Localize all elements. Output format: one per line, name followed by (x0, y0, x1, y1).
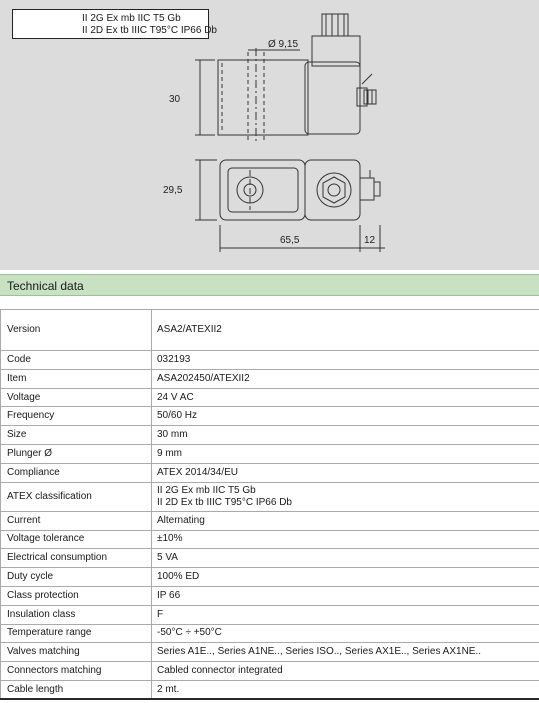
spec-value: ±10% (152, 530, 539, 549)
spec-value: IP 66 (152, 586, 539, 605)
table-row (1, 662, 539, 681)
section-title: Technical data (7, 279, 84, 293)
spec-label: Size (1, 426, 152, 445)
spec-label: Code (1, 351, 152, 370)
certification-box (12, 9, 217, 39)
dim-diameter-label: Ø 9,15 (268, 39, 299, 50)
spec-label: Version (1, 310, 152, 351)
spec-label: ATEX classification (1, 482, 152, 511)
spec-value: 24 V AC (152, 388, 539, 407)
table-row (1, 445, 539, 464)
spec-value: ATEX 2014/34/EU (152, 463, 539, 482)
spec-value: Alternating (152, 511, 539, 530)
spec-value (152, 482, 539, 511)
table-row (1, 549, 539, 568)
spec-value: ASA202450/ATEXII2 (152, 369, 539, 388)
table-row (1, 351, 539, 370)
spec-value: Cabled connector integrated (152, 662, 539, 681)
table-row (1, 407, 539, 426)
table-row (1, 605, 539, 624)
spec-value-line-2: II 2D Ex tb IIIC T95°C IP66 Db (157, 496, 292, 508)
cert-line-2: II 2D Ex tb IIIC T95°C IP66 Db (82, 25, 217, 36)
spec-label: Class protection (1, 586, 152, 605)
spec-value: ASA2/ATEXII2 (152, 310, 539, 351)
table-row (1, 681, 539, 700)
spec-value: Series A1E.., Series A1NE.., Series ISO.., Series AX1E.., Series AX1NE.. (152, 643, 539, 662)
spec-label: Compliance (1, 463, 152, 482)
table-row (1, 310, 539, 351)
table-row (1, 624, 539, 643)
table-row (1, 568, 539, 587)
table-row (1, 426, 539, 445)
spec-label: Voltage tolerance (1, 530, 152, 549)
spec-label: Connectors matching (1, 662, 152, 681)
spec-value-line-1: II 2G Ex mb IIC T5 Gb (157, 484, 256, 496)
dim-length-label: 65,5 (280, 235, 300, 246)
spec-value: F (152, 605, 539, 624)
table-row (1, 369, 539, 388)
spec-value: -50°C ÷ +50°C (152, 624, 539, 643)
table-row (1, 511, 539, 530)
dim-height-top-label: 30 (169, 94, 181, 105)
dim-connector-label: 12 (364, 235, 376, 246)
spec-label: Voltage (1, 388, 152, 407)
spec-value: 032193 (152, 351, 539, 370)
spec-value: 5 VA (152, 549, 539, 568)
spec-value: 100% ED (152, 568, 539, 587)
spec-value: 50/60 Hz (152, 407, 539, 426)
table-row (1, 530, 539, 549)
table-row (1, 388, 539, 407)
spec-label: Plunger Ø (1, 445, 152, 464)
table-row (1, 586, 539, 605)
table-row (1, 463, 539, 482)
top-view (195, 14, 376, 144)
table-row (1, 643, 539, 662)
spec-label: Insulation class (1, 605, 152, 624)
spec-label: Item (1, 369, 152, 388)
technical-data-header (0, 274, 539, 296)
spec-label: Temperature range (1, 624, 152, 643)
spec-label: Electrical consumption (1, 549, 152, 568)
spec-label: Current (1, 511, 152, 530)
spec-label: Cable length (1, 681, 152, 700)
technical-drawing-panel (0, 0, 539, 270)
spec-value: 30 mm (152, 426, 539, 445)
spec-value: 2 mt. (152, 681, 539, 700)
dim-height-bottom-label: 29,5 (163, 185, 183, 196)
table-row (1, 482, 539, 511)
spec-value: 9 mm (152, 445, 539, 464)
spec-label: Valves matching (1, 643, 152, 662)
cert-line-1: II 2G Ex mb IIC T5 Gb (82, 13, 181, 24)
spec-label: Frequency (1, 407, 152, 426)
spec-label: Duty cycle (1, 568, 152, 587)
technical-data-table (0, 309, 539, 700)
